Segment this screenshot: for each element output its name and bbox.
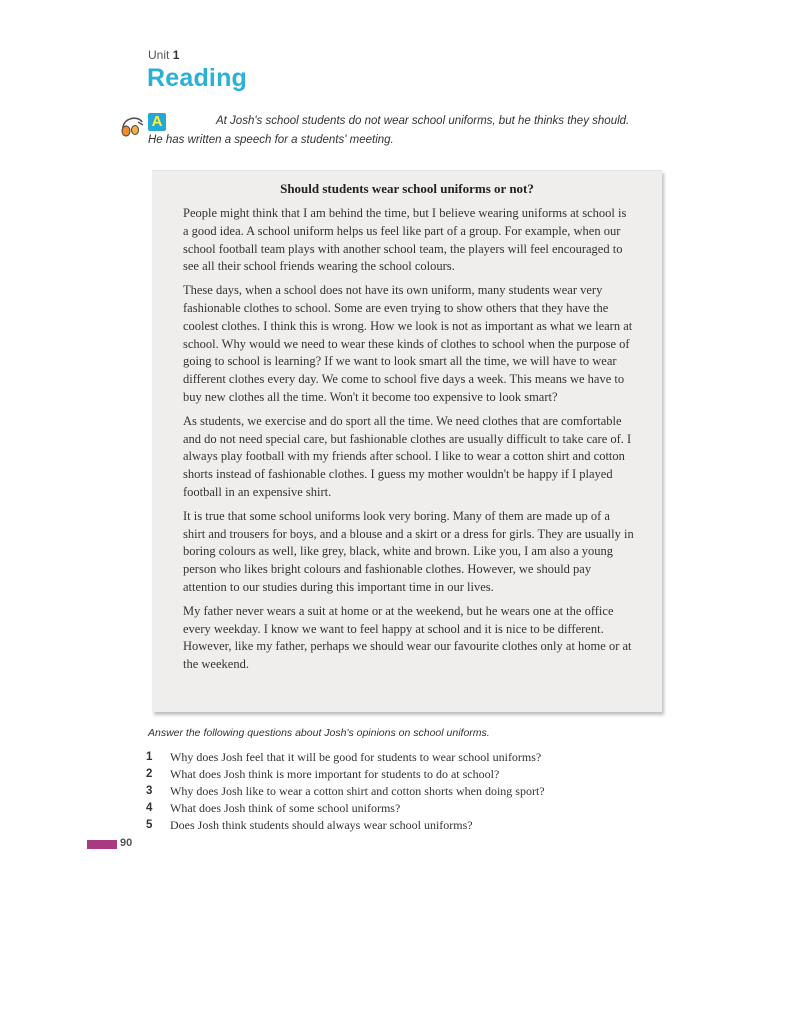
article-paragraph: It is true that some school uniforms look very boring. Many of them are made up of a shirt and trousers for boys, and a blouse and a skirt or a dress for girls. They are usually in boring colours as well, like grey, black, white and brown. Like you, I am also a young person who likes bright colours and fashionable clothes. However, we should pay attention to our studies during this important time in our lives. bbox=[183, 508, 634, 594]
question-text: What does Josh think of some school uniforms? bbox=[170, 801, 401, 815]
page-number: 90 bbox=[120, 837, 133, 849]
intro-text: At Josh's school students do not wear school uniforms, but he thinks they should. He has written a speech for a students' meeting. bbox=[148, 115, 630, 146]
question-item bbox=[146, 749, 545, 766]
activity-badge-icon: A bbox=[148, 113, 166, 131]
questions-list bbox=[146, 749, 545, 834]
question-text: Does Josh think students should always wear school uniforms? bbox=[170, 818, 473, 832]
question-number: 4 bbox=[146, 802, 153, 814]
question-item bbox=[146, 766, 545, 783]
article-paragraph: As students, we exercise and do sport all the time. We need clothes that are comfortable and do not need special care, but fashionable clothes are usually difficult to take care of. I always play football with my friends after school. I like to wear a cotton shirt and cotton shorts instead of fashionable clothes. I guess my mother wouldn't be happy if I played football in an expensive shirt. bbox=[183, 413, 632, 499]
question-number: 2 bbox=[146, 768, 153, 780]
page-accent-bar bbox=[87, 840, 117, 849]
article-paragraph: My father never wears a suit at home or at the weekend, but he wears one at the office every weekday. I know we want to feel happy at school and it is nice to be different. However, like my father, perhaps we should wear our favourite clothes only at home or at the weekend. bbox=[183, 603, 632, 672]
question-number: 5 bbox=[146, 819, 153, 831]
section-title: Reading bbox=[147, 64, 248, 92]
article-title: Should students wear school uniforms or not? bbox=[280, 181, 534, 196]
question-text: Why does Josh like to wear a cotton shirt and cotton shorts when doing sport? bbox=[170, 784, 545, 798]
speech-article bbox=[152, 170, 662, 712]
article-paragraph: These days, when a school does not have its own uniform, many students wear very fashionable clothes to school. Some are even trying to show others that they have the coolest clothes. I think this is wrong. How we look is not as important as what we learn at school. Why would we need to wear these kinds of clothes to school when the purpose of going to school is learning? If we want to look smart all the time, we will have to wear different clothes every day. We come to school five days a week. This means we have to buy new clothes all the time. Won't it become too expensive to look smart? bbox=[183, 283, 633, 404]
question-item bbox=[146, 783, 545, 800]
intro bbox=[118, 112, 638, 150]
unit-label: Unit 1 bbox=[148, 48, 180, 62]
question-item bbox=[146, 800, 545, 817]
question-text: Why does Josh feel that it will be good for students to wear school uniforms? bbox=[170, 750, 542, 764]
question-text: What does Josh think is more important for students to do at school? bbox=[170, 767, 500, 781]
article-paragraph: People might think that I am behind the time, but I believe wearing uniforms at school is a good idea. A school uniform helps us feel like part of a group. For example, when our school football team plays with another school team, the players will feel encouraged to see all their school friends wearing the school colours. bbox=[183, 206, 627, 274]
unit-number: 1 bbox=[172, 48, 180, 62]
questions-instruction: Answer the following questions about Josh's opinions on school uniforms. bbox=[148, 727, 490, 739]
question-item bbox=[146, 817, 545, 834]
headphones-icon bbox=[118, 112, 148, 138]
question-number: 3 bbox=[146, 785, 153, 797]
question-number: 1 bbox=[146, 751, 153, 763]
